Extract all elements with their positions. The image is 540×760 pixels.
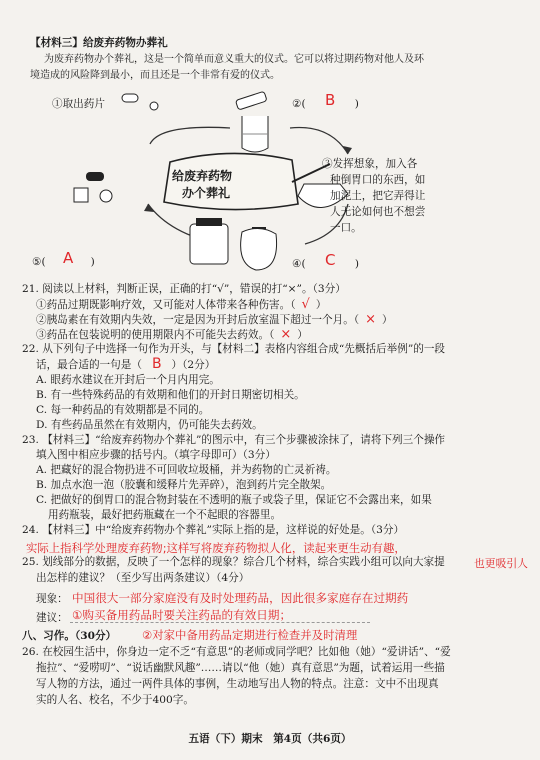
section8-title: 八、习作。（30分）	[22, 630, 117, 642]
pouring-tube-icon	[235, 91, 267, 110]
q21-answer2: ×	[365, 312, 377, 327]
diagram-step1: ①取出药片	[52, 98, 105, 110]
q23-option-b: B. 加点水泡一泡（胶囊和缓释片先弄碎），泡到药片完全散架。	[36, 479, 332, 491]
sealed-bag-icon	[241, 228, 277, 270]
burial-diagram-art	[30, 84, 510, 280]
q23-option-c-line2: 用药瓶装，最好把药瓶藏在一个不起眼的容器里。	[48, 509, 282, 521]
capsule-icon	[86, 172, 104, 181]
diagram-step3-line3: 加泥土，把它弄得让	[330, 190, 426, 202]
q24-handwritten-answer-cont: 也更吸引人	[474, 557, 528, 570]
material3-intro-line2: 境造成的风险降到最小，而且还是一个非常有爱的仪式。	[30, 70, 280, 81]
diagram-step5: ⑤( A )	[32, 249, 95, 268]
step4-answer: C	[325, 251, 336, 269]
tablet-icon	[150, 102, 158, 110]
bottle-cap-icon	[196, 218, 222, 226]
diagram-step3-line2: 种倒胃口的东西，如	[330, 174, 426, 186]
q26-line4: 实的人名、校名，不少于400字。	[36, 694, 194, 706]
step2-answer: B	[325, 91, 336, 109]
q25-phenomenon-answer: 中国很大一部分家庭没有及时处理药品，因此很多家庭存在过期药	[72, 591, 409, 605]
q25-suggestion-answer1: ①购买备用药品时要关注药品的有效日期；	[72, 608, 292, 622]
burial-diagram	[30, 84, 510, 280]
q26-line3: 写人物的方法，通过一两件具体的事例，生动地写出人物的特点。注意：文中不出现真	[36, 678, 439, 690]
q22-option-d: D. 有些药品虽然在有效期内，仍可能失去药效。	[36, 419, 263, 431]
material3-intro-line1: 为废弃药物办个葬礼，这是一个简单而意义重大的仪式。它可以将过期药物对他人及环	[44, 54, 424, 65]
q25-stem-line2: 出怎样的建议？（至少写出两条建议）（4分）	[36, 572, 250, 584]
q23-stem-line2: 填入图中相应步骤的括号内。（填字母即可）（3分）	[36, 449, 276, 461]
q26-line2: 拖拉”、“爱唠叨”、“说话幽默风趣”……请以“他（她）真有意思”为题，试着运用一些描	[36, 662, 445, 674]
diagram-step2: ②( B )	[292, 91, 359, 110]
medicine-bottle-icon	[190, 224, 228, 264]
q23-stem-line1: 23. 【材料三】“给废弃药物办个葬礼”的图示中，有三个步骤被涂抹了，请将下列三个操作	[22, 434, 446, 446]
q23-option-c-line1: C. 把做好的倒胃口的混合物封装在不透明的瓶子或袋子里，保证它不会露出来，如果	[36, 494, 432, 506]
q22-stem-line1: 22. 从下列句子中选择一句作为开头，与【材料二】表格内容组合成“先概括后举例”的一段	[22, 343, 446, 355]
q21-statement3: ③药品在包装说明的使用期限内不可能失去药效。（ × ）	[36, 327, 308, 342]
q25-suggestion-answer2: ②对家中备用药品定期进行检查并及时清理	[142, 628, 358, 642]
arrow-head-1	[343, 146, 352, 154]
q22-answer: B	[151, 356, 162, 372]
page-footer: 五语（下）期末 第4页（共6页）	[188, 733, 352, 745]
q25-stem-line1: 25. 划线部分的数据，反映了一个怎样的现象？综合几个材料，综合实践小组可以向大家提	[22, 556, 445, 568]
diagram-step3-line5: 一口。	[330, 222, 362, 234]
q21-statement1: ①药品过期既影响疗效，又可能对人体带来各种伤害。（ √ ）	[36, 297, 327, 312]
pill-box-icon	[74, 188, 88, 202]
q25-answer-line	[70, 622, 370, 623]
diagram-step3-line4: 人无论如何也不想尝	[330, 206, 426, 218]
step5-answer: A	[63, 249, 74, 267]
arrow-top-right	[290, 128, 348, 154]
q24-handwritten-answer: 实际上指科学处理废弃药物;这样写将废弃药物拟人化，读起来更生动有趣，	[26, 541, 406, 555]
q24-stem: 24. 【材料三】中“给废弃药物办个葬礼”实际上指的是，这样说的好处是。（3分）	[22, 524, 405, 536]
q21-statement2: ②胰岛素在有效期内失效，一定是因为开封后放室温下超过一个月。（ × ）	[36, 312, 393, 327]
diagram-center-line1: 给废弃药物	[172, 169, 233, 183]
tablet-icon-2	[100, 190, 112, 202]
diagram-step4: ④( C )	[292, 251, 360, 270]
q22-option-b: B. 有一些特殊药品的有效期和他们的开封日期密切相关。	[36, 389, 305, 401]
q22-option-c: C. 每一种药品的有效期都是不同的。	[36, 404, 210, 416]
q22-option-a: A. 眼药水建议在开封后一个月内用完。	[36, 374, 220, 386]
q25-phenomenon-label: 现象：	[36, 593, 68, 605]
diagram-step3-line1: ③发挥想象，加入各	[322, 158, 418, 170]
q23-option-a: A. 把藏好的混合物扔进不可回收垃圾桶，并为药物的亡灵祈祷。	[36, 464, 337, 476]
q26-line1: 26. 在校园生活中，你身边一定不乏“有意思”的老师或同学吧？比如他（她）“爱讲话”、“爱	[22, 646, 451, 658]
pill-icon	[122, 94, 138, 102]
diagram-center-line2: 办个葬礼	[182, 186, 231, 200]
q21-answer3: ×	[280, 327, 292, 342]
q22-stem-line2: 话，最合适的一句是（ B ）（2分）	[36, 356, 216, 372]
q21-answer1: √	[301, 297, 310, 312]
material3-title: 【材料三】给废弃药物办葬礼	[30, 37, 168, 49]
q25-suggestion-label: 建议：	[36, 612, 68, 624]
q21-stem: 21. 阅读以上材料，判断正误，正确的打“√”，错误的打“×”。（3分）	[22, 283, 346, 295]
arrow-top-left	[150, 127, 230, 144]
